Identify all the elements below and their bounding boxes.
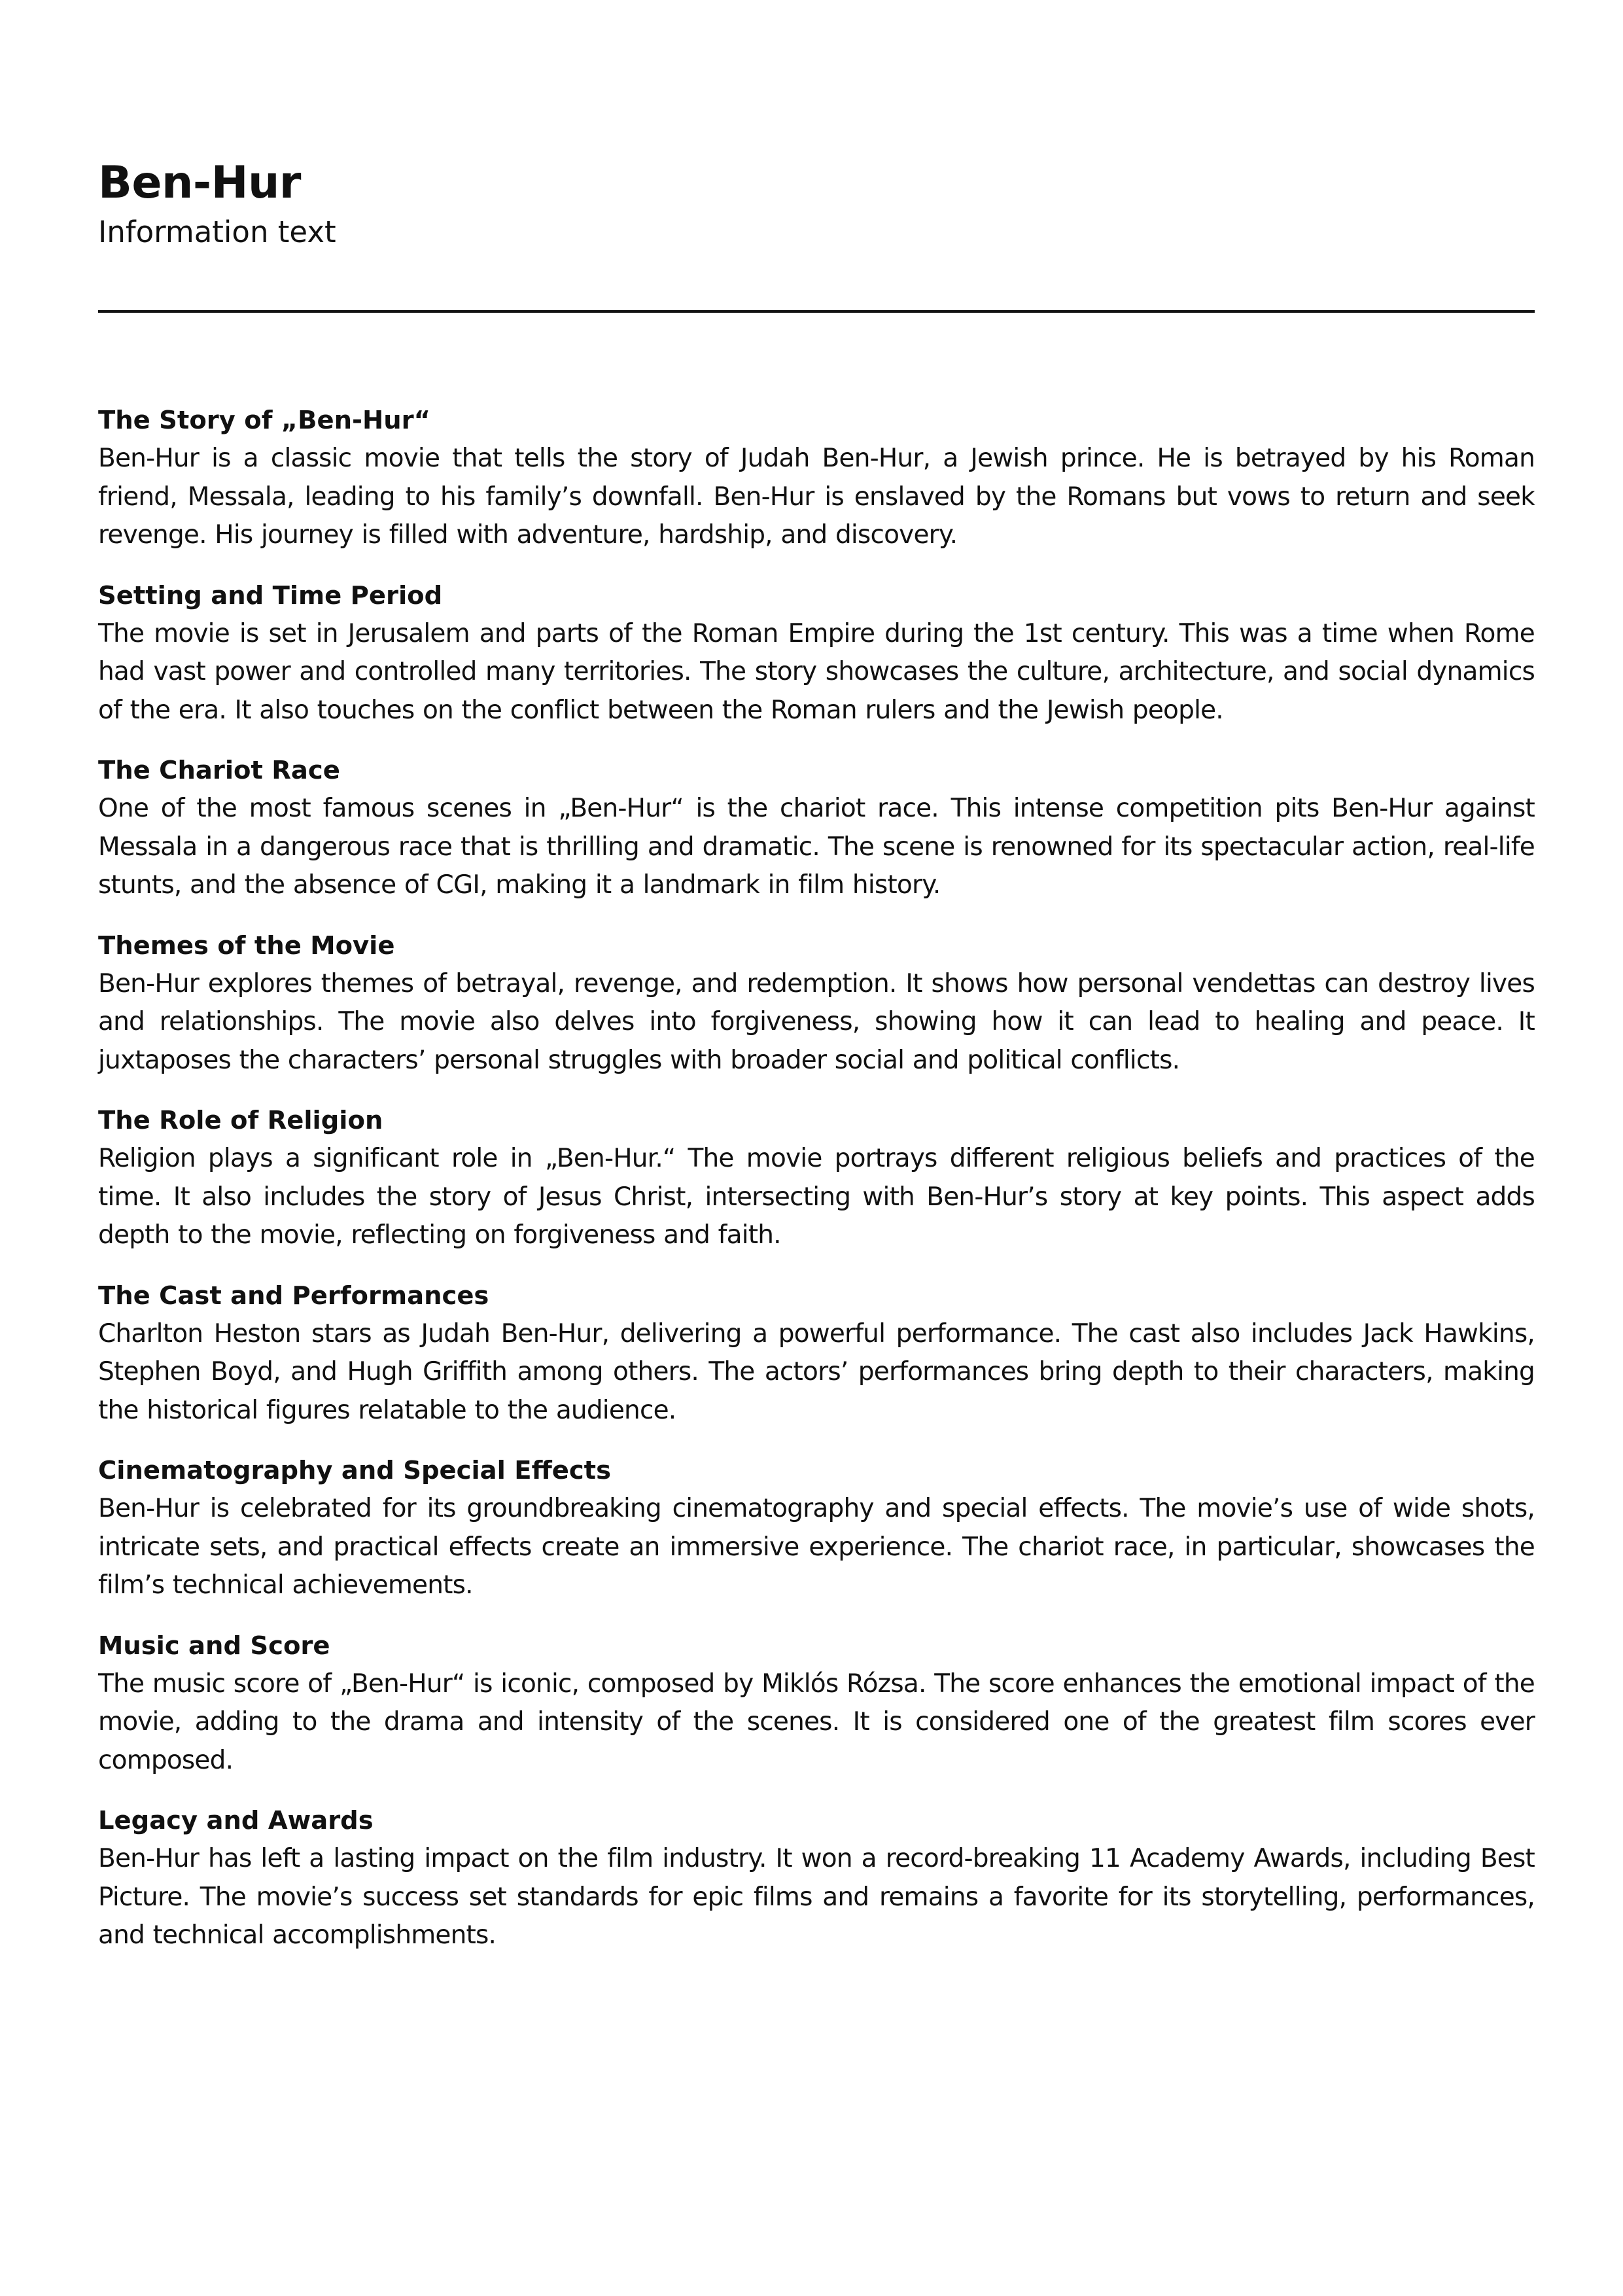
section-heading: The Chariot Race bbox=[98, 756, 340, 785]
document-page bbox=[98, 156, 1535, 1950]
section-heading: Setting and Time Period bbox=[98, 580, 443, 610]
header-divider bbox=[98, 310, 1535, 313]
section-music bbox=[98, 1627, 1535, 1780]
section-heading: Legacy and Awards bbox=[98, 1806, 374, 1835]
section-heading: The Cast and Performances bbox=[98, 1280, 489, 1311]
section-religion bbox=[98, 1102, 1535, 1255]
section-heading: The Story of „Ben-Hur“ bbox=[98, 406, 430, 435]
document-title: Ben-Hur bbox=[98, 157, 301, 209]
document-subtitle: Information text bbox=[98, 215, 336, 249]
section-body: Charlton Heston stars as Judah Ben-Hur, delivering a powerful performance. The cast also includes Jack Hawkins, Stephen Boyd, and Hugh Griffith among others. The actors’ performances bring depth to their characters, making the historical figures relatable to the audience. bbox=[98, 1318, 1535, 1425]
section-setting bbox=[98, 577, 1535, 730]
section-cinematography bbox=[98, 1452, 1535, 1605]
section-chariot-race bbox=[98, 752, 1535, 905]
section-body: Religion plays a significant role in „Ben-Hur.“ The movie portrays different religious beliefs and practices of the time. It also includes the story of Jesus Christ, intersecting with Ben-Hur’s story at key points. This aspect adds depth to the movie, reflecting on forgiveness and faith. bbox=[98, 1144, 1535, 1250]
sections-container bbox=[98, 402, 1535, 1977]
section-body: Ben-Hur is a classic movie that tells the story of Judah Ben-Hur, a Jewish prince. He is betrayed by his Roman friend, Messala, leading to his family’s downfall. Ben-Hur is enslaved by the Romans but vows to return and seek revenge. His journey is filled with adventure, hardship, and discovery. bbox=[98, 444, 1535, 550]
section-legacy bbox=[98, 1802, 1535, 1955]
section-body: Ben-Hur is celebrated for its groundbreaking cinematography and special effects. The movie’s use of wide shots, intricate sets, and practical effects create an immersive experience. The chariot race, in particular, showcases the film’s technical achievements. bbox=[98, 1494, 1535, 1600]
section-cast bbox=[98, 1277, 1535, 1430]
section-story bbox=[98, 402, 1535, 555]
section-body: The music score of „Ben-Hur“ is iconic, composed by Miklós Rózsa. The score enhances the emotional impact of the movie, adding to the drama and intensity of the scenes. It is considered one of the greatest film scores ever composed. bbox=[98, 1669, 1535, 1775]
section-body: The movie is set in Jerusalem and parts of the Roman Empire during the 1st century. This was a time when Rome had vast power and controlled many territories. The story showcases the culture, architecture, and social dynamics of the era. It also touches on the conflict between the Roman rulers and the Jewish people. bbox=[98, 618, 1535, 725]
section-heading: Music and Score bbox=[98, 1631, 330, 1661]
section-heading: The Role of Religion bbox=[98, 1106, 383, 1135]
section-body: One of the most famous scenes in „Ben-Hur“ is the chariot race. This intense competition pits Ben-Hur against Messala in a dangerous race that is thrilling and dramatic. The scene is renowned for its spectacular action, real-life stunts, and the absence of CGI, making it a landmark in film history. bbox=[98, 794, 1535, 900]
section-heading: Themes of the Movie bbox=[98, 930, 395, 961]
section-themes bbox=[98, 927, 1535, 1080]
section-heading: Cinematography and Special Effects bbox=[98, 1456, 612, 1485]
section-body: Ben-Hur has left a lasting impact on the film industry. It won a record-breaking 11 Academy Awards, including Best Picture. The movie’s success set standards for epic films and remains a favorite for its storytelling, performances, and technical accomplishments. bbox=[98, 1844, 1535, 1950]
section-body: Ben-Hur explores themes of betrayal, revenge, and redemption. It shows how personal vendettas can destroy lives and relationships. The movie also delves into forgiveness, showing how it can lead to healing and peace. It juxtaposes the characters’ personal struggles with broader social and political conflicts. bbox=[98, 968, 1535, 1075]
